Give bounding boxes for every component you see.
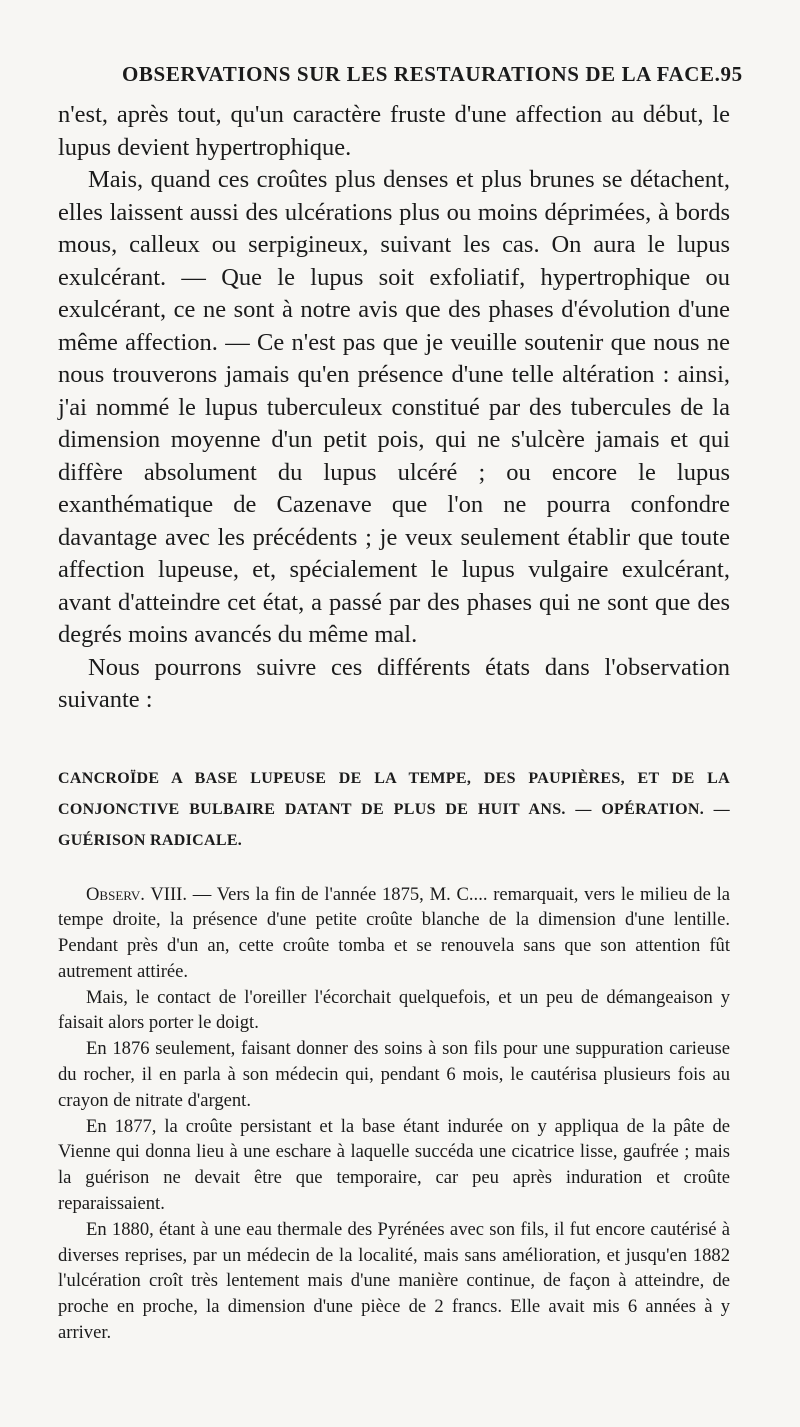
page-number: 95 (720, 62, 743, 86)
observation-paragraph: Mais, le contact de l'oreiller l'écorchait quelquefois, et un peu de démangeaison y faisait alors porter le doigt. (58, 986, 730, 1034)
main-text (58, 99, 730, 717)
page-header (58, 62, 743, 87)
observation-label: Observ. VIII. (86, 883, 187, 905)
paragraph: Mais, quand ces croûtes plus denses et plus brunes se détachent, elles laissent aussi des ulcérations plus ou moins déprimées, à bords mous, calleux ou serpigineux, suivant les cas. On aura le lupus exulcérant. — Que le lupus soit exfoliatif, hypertrophique ou exulcérant, ce ne sont à notre avis que des phases d'évolution d'une même affection. — Ce n'est pas que je veuille soutenir que nous ne nous trouverons jamais qu'en présence d'une telle altération : ainsi, j'ai nommé le lupus tuberculeux constitué par des tubercules de la dimension moyenne d'un petit pois, qui ne s'ulcère jamais et qui diffère absolument du lupus ulcéré ; ou encore le lupus exanthématique de Cazenave que l'on ne pourra confondre davantage avec les précédents ; je veux seulement établir que toute affection lupeuse, et, spécialement le lupus vulgaire exulcérant, avant d'atteindre cet état, a passé par des phases qui ne sont que des degrés moins avancés du même mal. (58, 166, 730, 648)
observation-paragraph: En 1876 seulement, faisant donner des soins à son fils pour une suppuration carieuse du rocher, il en parla à son médecin qui, pendant 6 mois, le cautérisa plusieurs fois au crayon de nitrate d'argent. (58, 1038, 730, 1111)
paragraph: n'est, après tout, qu'un caractère fruste d'une affection au début, le lupus devient hypertrophique. (58, 101, 730, 161)
observation-paragraph (58, 882, 730, 985)
running-title: OBSERVATIONS SUR LES RESTAURATIONS DE LA FACE. (122, 62, 721, 86)
observation-paragraph: En 1877, la croûte persistant et la base étant indurée on y appliqua de la pâte de Vienne qui donna lieu à une eschare à laquelle succéda une cicatrice lisse, gaufrée ; mais la guérison ne devait être que temporaire, car peu après induration et croûte reparaissaient. (58, 1115, 730, 1215)
paragraph: Nous pourrons suivre ces différents états dans l'observation suivante : (58, 653, 730, 713)
section-heading: CANCROÏDE A BASE LUPEUSE DE LA TEMPE, DES PAUPIÈRES, ET DE LA CONJONCTIVE BULBAIRE DATANT DE PLUS DE HUIT ANS. — OPÉRATION. — GUÉRISON RADICALE. (58, 769, 730, 849)
observation-paragraph: En 1880, étant à une eau thermale des Pyrénées avec son fils, il fut encore cautérisé à diverses reprises, par un médecin de la localité, mais sans amélioration, et jusqu'en 1882 l'ulcération croît très lentement mais d'une manière continue, de façon à atteindre, de proche en proche, la dimension d'une pièce de 2 francs. Elle avait mis 6 années à y arriver. (58, 1218, 730, 1344)
observation-intro: — Vers la fin de l'année 1875, M. C.... remarquait, vers le milieu de la tempe droite, la présence d'une petite croûte blanche de la dimension d'une lentille. Pendant près d'un an, cette croûte tomba et se renouvela sans que son attention fût autrement attirée. (58, 883, 730, 982)
observation-text (58, 882, 730, 1346)
